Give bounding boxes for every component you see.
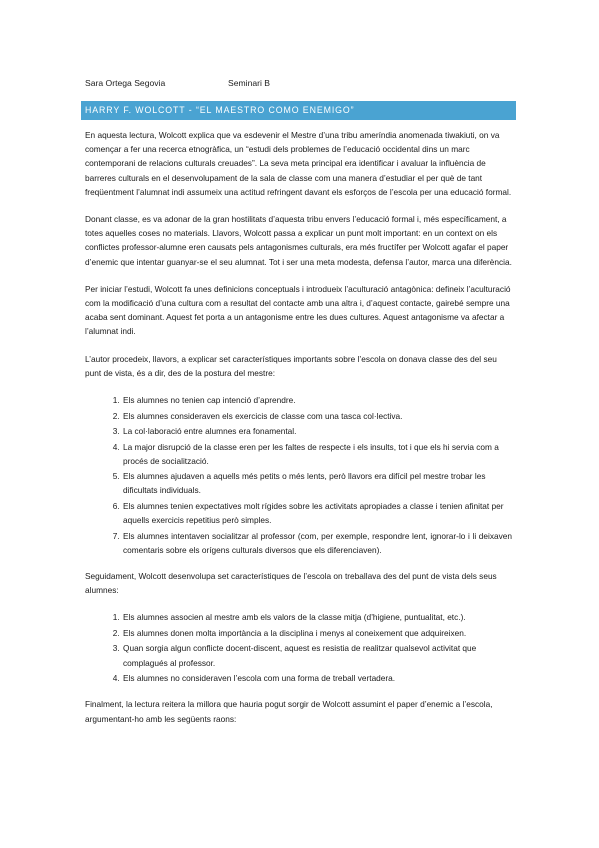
list-item: 3. La col·laboració entre alumnes era fonamental.: [122, 424, 512, 438]
list-item: 4. La major disrupció de la classe eren per les faltes de respecte i els insults, tot i que els hi servia com a procés de socialització.: [122, 440, 512, 468]
list-item: 2. Els alumnes consideraven els exercicis de classe com una tasca col·lectiva.: [122, 409, 512, 423]
paragraph: Donant classe, es va adonar de la gran hostilitats d’aquesta tribu envers l’educació formal i, més específicament, a totes aquelles coses no materials. Llavors, Wolcott passa a explicar un punt molt important: en un context on els conflictes professor-alumne eren causats pels antagonismes culturals, era més fructífer per Wolcott agafar el paper d’enemic que intentar guanyar-se el seu alumnat. Tot i ser una meta modesta, defensa l’autor, marca una diferència.: [85, 214, 512, 267]
list-item: 1. Els alumnes no tenien cap intenció d’aprendre.: [122, 393, 512, 407]
list-item: 7. Els alumnes intentaven socialitzar al professor (com, per exemple, respondre lent, ignorar-lo i li deixaven comentaris sobre els orígens culturals diversos que els diferenciaven).: [122, 529, 512, 557]
list-item: 5. Els alumnes ajudaven a aquells més petits o més lents, però llavors era difícil pel mestre trobar les dificultats individuals.: [122, 469, 512, 497]
paragraph: En aquesta lectura, Wolcott explica que va esdevenir el Mestre d’una tribu ameríndia anomenada tiwakiuti, on va començar a fer una recerca etnogràfica, un “estudi dels problemes de l’educació occidental dins un marc contemporani de relacions culturals creuades”. La seva meta principal era identificar i avaluar la influència de barreres culturals en el desenvolupament de la sala de classe com una manera d’estudiar el per què de tant freqüentment l’alumnat indi assumeix una actitud refringent davant els esforços de l’escola per una educació formal.: [85, 130, 512, 197]
document-title: HARRY F. WOLCOTT - “EL MAESTRO COMO ENEMIGO”: [81, 101, 516, 120]
list-item: 1. Els alumnes associen al mestre amb els valors de la classe mitja (d’higiene, puntualitat, etc.).: [122, 610, 512, 624]
paragraph: Finalment, la lectura reitera la millora que hauria pogut sorgir de Wolcott assumint el paper d’enemic a l’escola, argumentant-ho amb les següents raons:: [85, 699, 493, 724]
paragraph: Seguidament, Wolcott desenvolupa set característiques de l’escola on treballava des del punt de vista dels seus alumnes:: [85, 571, 497, 596]
list-item: 6. Els alumnes tenien expectatives molt rígides sobre les activitats apropiades a classe i tenien afinitat per aquells exercicis repetitius però simples.: [122, 499, 512, 527]
author-name: Sara Ortega Segovia: [85, 78, 166, 88]
seminar-label: Seminari B: [228, 78, 271, 88]
list-item: 4. Els alumnes no consideraven l’escola com una forma de treball vertadera.: [122, 671, 512, 685]
list-item: 2. Els alumnes donen molta importància a la disciplina i menys al coneixement que adquireixen.: [122, 626, 512, 640]
student-view-list: [85, 610, 512, 685]
paragraph: Per iniciar l’estudi, Wolcott fa unes definicions conceptuals i introdueix l’aculturació antagònica: defineix l’aculturació com la modificació d’una cultura com a resultat del contacte amb una altra i, d’aquest contacte, gairebé sempre una acaba sent dominant. Aquest fet porta a un antagonisme entre les dues cultures. Aquest antagonisme va afectar a l’alumnat indi.: [85, 283, 511, 337]
list-item: 3. Quan sorgia algun conflicte docent-discent, aquest es resistia de realitzar qualsevol activitat que complagués al professor.: [122, 641, 512, 669]
paragraph: L’autor procedeix, llavors, a explicar set característiques importants sobre l’escola on donava classe des del seu punt de vista, és a dir, des de la postura del mestre:: [85, 353, 497, 378]
teacher-view-list: [85, 393, 512, 557]
document-body: [85, 128, 512, 739]
document-header: [85, 78, 271, 88]
